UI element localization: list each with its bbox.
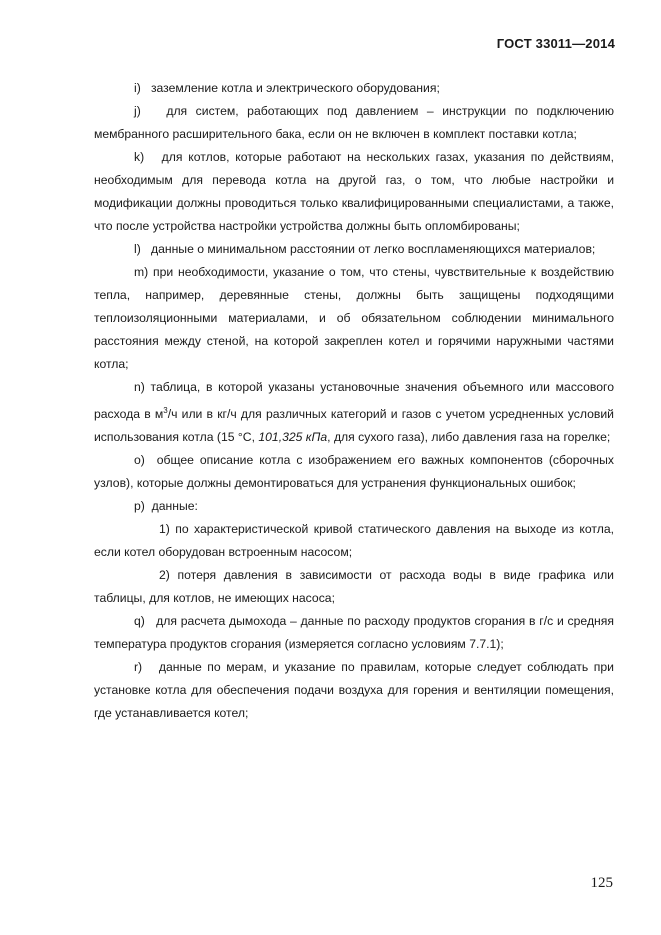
item-marker: r) bbox=[134, 660, 143, 675]
list-item-q bbox=[94, 610, 614, 656]
item-text: данные о минимальном расстоянии от легко воспламеняющихся материалов; bbox=[150, 242, 596, 256]
item-text: данные: bbox=[151, 499, 198, 514]
item-text: для котлов, которые работают на нескольких газах, указания по действиям, необходимым для перевода котла на другой газ, о том, что любые настройки и модификации должны проводиться только квалифицированными специалистами, а также, что после устройства настройки устройства должны быть опломбированы; bbox=[94, 150, 614, 233]
item-text: для систем, работающих под давлением – инструкции по подключению мембранного расширительного бака, если он не включен в комплект поставки котла; bbox=[94, 104, 614, 141]
list-item-j bbox=[94, 100, 614, 146]
pressure-value: 101,325 кПа bbox=[258, 430, 328, 445]
list-subitem-1 bbox=[94, 518, 614, 564]
list-item-p bbox=[94, 495, 614, 518]
document-body bbox=[94, 77, 614, 725]
item-marker: m) bbox=[134, 265, 149, 279]
item-marker: n) bbox=[134, 380, 145, 394]
item-text: по характеристической кривой статического давления на выходе из котла, если котел оборудован встроенным насосом; bbox=[94, 522, 614, 560]
item-marker: j) bbox=[134, 104, 141, 118]
item-text: данные по мерам, и указание по правилам, которые следует соблюдать при установке котла для обеспечения подачи воздуха для горения и вентиляции помещения, где устанавливается котел; bbox=[94, 660, 614, 721]
item-marker: q) bbox=[134, 614, 145, 629]
item-text: для расчета дымохода – данные по расходу продуктов сгорания в г/с и средняя температура продуктов сгорания (измеряется согласно условиям 7.7.1); bbox=[94, 614, 614, 652]
item-marker: 1) bbox=[159, 522, 170, 537]
item-marker: o) bbox=[134, 453, 145, 468]
item-marker: p) bbox=[134, 499, 145, 514]
list-item-r bbox=[94, 656, 614, 725]
list-item-m bbox=[94, 261, 614, 376]
item-text: общее описание котла с изображением его важных компонентов (сборочных узлов), которые должны демонтироваться для устранения функциональных ошибок; bbox=[94, 453, 614, 491]
list-item-k bbox=[94, 146, 614, 238]
list-subitem-2 bbox=[94, 564, 614, 610]
list-item-i bbox=[94, 77, 614, 100]
document-header: ГОСТ 33011—2014 bbox=[496, 36, 615, 51]
item-marker: 2) bbox=[159, 568, 170, 583]
item-text-middle: /ч или в кг/ч для различных категорий и газов с учетом усредненных условий использования котла (15 °С, bbox=[94, 407, 614, 445]
item-marker: i) bbox=[134, 81, 141, 95]
list-item-l bbox=[94, 238, 614, 261]
item-text: при необходимости, указание о том, что стены, чувствительные к воздействию тепла, например, деревянные стены, должны быть защищены подходящими теплоизоляционными материалами, и об обязательном соблюдении минимального расстояния между стеной, на которой закреплен котел и горячими наружными частями котла; bbox=[94, 265, 614, 371]
item-marker: k) bbox=[134, 150, 145, 164]
item-marker: l) bbox=[134, 242, 141, 256]
item-text-after: , для сухого газа), либо давления газа на горелке; bbox=[327, 430, 611, 445]
item-text: заземление котла и электрического оборудования; bbox=[150, 81, 440, 95]
item-text-before: таблица, в которой указаны установочные значения объемного или массового расхода в м bbox=[94, 380, 614, 422]
list-item-n bbox=[94, 376, 614, 449]
item-text: потеря давления в зависимости от расхода воды в виде графика или таблицы, для котлов, не имеющих насоса; bbox=[94, 568, 614, 606]
list-item-o bbox=[94, 449, 614, 495]
page-number: 125 bbox=[590, 875, 613, 891]
superscript-3: 3 bbox=[163, 406, 168, 415]
